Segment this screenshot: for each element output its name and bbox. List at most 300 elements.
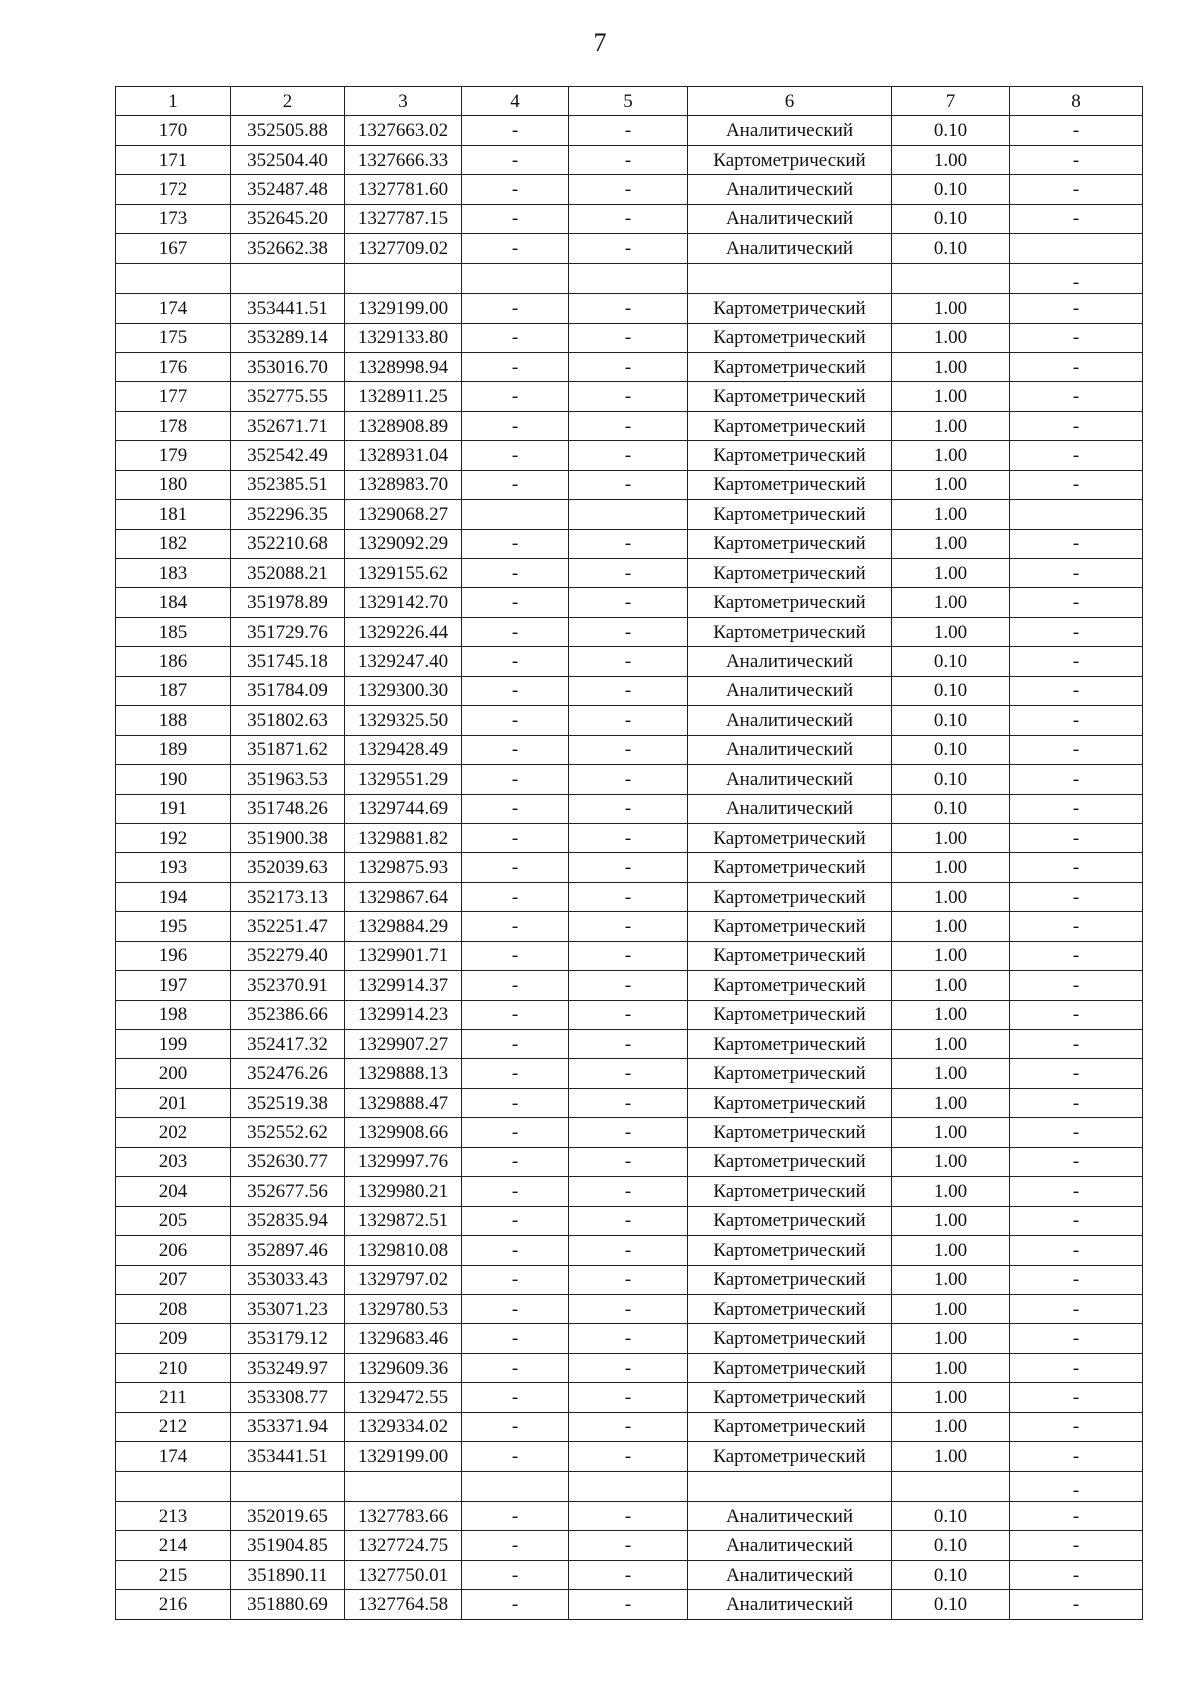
table-row — [116, 794, 1143, 823]
table-cell: 1329199.00 — [345, 294, 462, 323]
table-cell: - — [1010, 1000, 1143, 1029]
table-cell: - — [1010, 617, 1143, 646]
table-cell: - — [462, 1502, 569, 1531]
table-cell: 182 — [116, 529, 231, 558]
table-cell: Картометрический — [688, 882, 892, 911]
table-cell: - — [462, 411, 569, 440]
table-cell: 1.00 — [892, 470, 1010, 499]
table-cell: 1.00 — [892, 823, 1010, 852]
table-cell: - — [1010, 706, 1143, 735]
table-cell: 1327783.66 — [345, 1502, 462, 1531]
table-cell: 1327764.58 — [345, 1590, 462, 1619]
table-cell: - — [1010, 1560, 1143, 1589]
table-cell: 1.00 — [892, 1206, 1010, 1235]
table-cell: 351900.38 — [231, 823, 345, 852]
table-cell: - — [1010, 882, 1143, 911]
table-cell: 351890.11 — [231, 1560, 345, 1589]
table-cell: - — [1010, 1412, 1143, 1441]
table-cell: 353249.97 — [231, 1353, 345, 1382]
table-row — [116, 411, 1143, 440]
table-row — [116, 941, 1143, 970]
table-cell: Картометрический — [688, 1000, 892, 1029]
table-cell: Картометрический — [688, 1442, 892, 1471]
table-cell: 177 — [116, 382, 231, 411]
table-cell: - — [1010, 1442, 1143, 1471]
table-cell: - — [1010, 1177, 1143, 1206]
table-cell: 1.00 — [892, 1324, 1010, 1353]
table-cell: Аналитический — [688, 1531, 892, 1560]
table-cell — [688, 263, 892, 293]
table-cell: 176 — [116, 352, 231, 381]
table-cell: 207 — [116, 1265, 231, 1294]
table-row — [116, 382, 1143, 411]
table-cell: 1329428.49 — [345, 735, 462, 764]
table-cell: 174 — [116, 1442, 231, 1471]
table-cell: Картометрический — [688, 617, 892, 646]
table-cell: - — [462, 175, 569, 204]
table-cell: - — [1010, 1206, 1143, 1235]
table-cell — [462, 263, 569, 293]
table-cell: - — [569, 941, 688, 970]
table-cell: 351978.89 — [231, 588, 345, 617]
table-row — [116, 204, 1143, 233]
table-cell: - — [462, 1059, 569, 1088]
table-cell: 179 — [116, 441, 231, 470]
table-cell — [569, 263, 688, 293]
table-cell: 204 — [116, 1177, 231, 1206]
table-row — [116, 1059, 1143, 1088]
table-cell: 1329867.64 — [345, 882, 462, 911]
table-cell: 1.00 — [892, 441, 1010, 470]
table-cell: - — [569, 647, 688, 676]
table-cell: 1.00 — [892, 1236, 1010, 1265]
table-cell: - — [462, 1177, 569, 1206]
table-cell: 210 — [116, 1353, 231, 1382]
table-cell: 1329872.51 — [345, 1206, 462, 1235]
table-cell: Картометрический — [688, 1147, 892, 1176]
table-header — [116, 87, 1143, 116]
table-cell: 1.00 — [892, 382, 1010, 411]
table-cell: - — [569, 1412, 688, 1441]
table-cell: - — [1010, 647, 1143, 676]
table-cell: 1.00 — [892, 941, 1010, 970]
table-cell: 351748.26 — [231, 794, 345, 823]
table-cell: - — [1010, 1030, 1143, 1059]
table-cell: Аналитический — [688, 204, 892, 233]
table-cell: 0.10 — [892, 676, 1010, 705]
table-cell: Аналитический — [688, 735, 892, 764]
table-cell: - — [1010, 1471, 1143, 1501]
table-cell: - — [462, 706, 569, 735]
table-cell: 1329744.69 — [345, 794, 462, 823]
table-cell: 353179.12 — [231, 1324, 345, 1353]
table-cell: 1.00 — [892, 1000, 1010, 1029]
table-cell — [231, 263, 345, 293]
table-cell: 352039.63 — [231, 853, 345, 882]
table-cell: - — [1010, 1383, 1143, 1412]
table-cell: 201 — [116, 1088, 231, 1117]
table-cell: - — [462, 441, 569, 470]
table-cell: - — [1010, 912, 1143, 941]
table-cell: Картометрический — [688, 823, 892, 852]
table-cell: 189 — [116, 735, 231, 764]
table-cell: 352542.49 — [231, 441, 345, 470]
table-cell: Картометрический — [688, 1206, 892, 1235]
table-cell: 208 — [116, 1294, 231, 1323]
table-row — [116, 1471, 1143, 1501]
table-cell: 1329914.37 — [345, 971, 462, 1000]
table-cell: - — [1010, 941, 1143, 970]
table-cell: Картометрический — [688, 853, 892, 882]
table-cell — [345, 1471, 462, 1501]
table-cell: Аналитический — [688, 234, 892, 263]
table-cell: 353016.70 — [231, 352, 345, 381]
table-cell: 212 — [116, 1412, 231, 1441]
table-cell: 183 — [116, 559, 231, 588]
table-cell: 353071.23 — [231, 1294, 345, 1323]
table-cell: - — [569, 352, 688, 381]
table-cell: Картометрический — [688, 145, 892, 174]
table-cell: 0.10 — [892, 794, 1010, 823]
table-cell: 352386.66 — [231, 1000, 345, 1029]
table-cell: 1.00 — [892, 1118, 1010, 1147]
table-cell: - — [1010, 1147, 1143, 1176]
table-cell: - — [569, 382, 688, 411]
table-cell: Аналитический — [688, 765, 892, 794]
table-cell: Картометрический — [688, 441, 892, 470]
table-row — [116, 1442, 1143, 1471]
table-cell: 353289.14 — [231, 323, 345, 352]
table-cell: 1328911.25 — [345, 382, 462, 411]
table-cell: 185 — [116, 617, 231, 646]
table-cell: 1329226.44 — [345, 617, 462, 646]
table-cell: Аналитический — [688, 175, 892, 204]
table-cell: 1.00 — [892, 588, 1010, 617]
table-row — [116, 1353, 1143, 1382]
table-cell: - — [569, 1177, 688, 1206]
table-row — [116, 647, 1143, 676]
table-cell: Картометрический — [688, 588, 892, 617]
table-cell: - — [569, 441, 688, 470]
table-cell: 1.00 — [892, 294, 1010, 323]
table-cell: - — [569, 204, 688, 233]
table-cell: 352417.32 — [231, 1030, 345, 1059]
table-cell: 352775.55 — [231, 382, 345, 411]
table-row — [116, 441, 1143, 470]
table-cell: - — [462, 1030, 569, 1059]
table-cell: 351904.85 — [231, 1531, 345, 1560]
table-cell: - — [569, 1000, 688, 1029]
table-row — [116, 1206, 1143, 1235]
table-cell: 1328908.89 — [345, 411, 462, 440]
table-cell: Аналитический — [688, 794, 892, 823]
table-row — [116, 470, 1143, 499]
table-cell: Картометрический — [688, 1294, 892, 1323]
table-cell: - — [569, 175, 688, 204]
table-cell: 352173.13 — [231, 882, 345, 911]
table-row — [116, 234, 1143, 263]
table-row — [116, 912, 1143, 941]
table-cell — [569, 1471, 688, 1501]
table-cell: - — [462, 1265, 569, 1294]
table-cell: - — [462, 1412, 569, 1441]
table-cell: 1329092.29 — [345, 529, 462, 558]
table-row — [116, 1590, 1143, 1619]
table-cell: 1.00 — [892, 1383, 1010, 1412]
table-cell: - — [569, 1206, 688, 1235]
table-cell — [1010, 234, 1143, 263]
table-cell: 0.10 — [892, 1502, 1010, 1531]
table-cell: 173 — [116, 204, 231, 233]
table-cell: 0.10 — [892, 175, 1010, 204]
table-cell: - — [462, 794, 569, 823]
table-cell: - — [1010, 352, 1143, 381]
table-cell: - — [462, 1531, 569, 1560]
table-cell: Картометрический — [688, 971, 892, 1000]
column-header: 2 — [231, 87, 345, 116]
table-row — [116, 1118, 1143, 1147]
table-cell: 1.00 — [892, 1030, 1010, 1059]
table-row — [116, 1383, 1143, 1412]
table-row — [116, 1088, 1143, 1117]
table-cell: - — [1010, 441, 1143, 470]
table-cell: - — [462, 1590, 569, 1619]
table-cell: Аналитический — [688, 676, 892, 705]
table-cell: - — [1010, 263, 1143, 293]
table-cell: - — [569, 1442, 688, 1471]
table-cell: - — [462, 382, 569, 411]
table-cell: - — [462, 1000, 569, 1029]
column-header: 5 — [569, 87, 688, 116]
table-cell: 352385.51 — [231, 470, 345, 499]
table-cell: 1327663.02 — [345, 116, 462, 145]
table-cell: 0.10 — [892, 1560, 1010, 1589]
table-cell: 1.00 — [892, 617, 1010, 646]
table-cell: 186 — [116, 647, 231, 676]
table-row — [116, 1294, 1143, 1323]
table-cell: 1.00 — [892, 145, 1010, 174]
table-cell: 1329325.50 — [345, 706, 462, 735]
table-cell: 351963.53 — [231, 765, 345, 794]
table-cell: - — [462, 735, 569, 764]
table-cell: - — [569, 1265, 688, 1294]
table-cell: 1.00 — [892, 1088, 1010, 1117]
table-cell: - — [462, 823, 569, 852]
table-cell: 352279.40 — [231, 941, 345, 970]
table-cell: 199 — [116, 1030, 231, 1059]
table-cell: - — [569, 1560, 688, 1589]
table-cell: 200 — [116, 1059, 231, 1088]
table-row — [116, 1030, 1143, 1059]
table-cell: 1329875.93 — [345, 853, 462, 882]
table-cell: 0.10 — [892, 765, 1010, 794]
table-row — [116, 1531, 1143, 1560]
table-cell: - — [569, 765, 688, 794]
table-cell: 216 — [116, 1590, 231, 1619]
table-cell: - — [569, 794, 688, 823]
table-cell: 1.00 — [892, 882, 1010, 911]
table-cell: 213 — [116, 1502, 231, 1531]
table-cell: Картометрический — [688, 1236, 892, 1265]
table-cell: 1328983.70 — [345, 470, 462, 499]
table-cell: - — [569, 706, 688, 735]
table-cell: - — [569, 1324, 688, 1353]
table-cell: - — [1010, 559, 1143, 588]
table-cell: 1329980.21 — [345, 1177, 462, 1206]
table-cell: 352487.48 — [231, 175, 345, 204]
table-cell: - — [462, 323, 569, 352]
table-cell: - — [569, 323, 688, 352]
table-cell: 209 — [116, 1324, 231, 1353]
table-cell: 1.00 — [892, 559, 1010, 588]
table-row — [116, 1560, 1143, 1589]
table-cell: - — [569, 1353, 688, 1382]
table-cell: - — [462, 853, 569, 882]
table-row — [116, 559, 1143, 588]
table-cell: - — [1010, 823, 1143, 852]
table-cell: 0.10 — [892, 234, 1010, 263]
table-cell: 352296.35 — [231, 500, 345, 529]
table-cell: 180 — [116, 470, 231, 499]
table-row — [116, 145, 1143, 174]
table-cell: - — [462, 1383, 569, 1412]
table-cell: - — [462, 145, 569, 174]
table-cell: 1329780.53 — [345, 1294, 462, 1323]
table-cell: 215 — [116, 1560, 231, 1589]
table-cell: 175 — [116, 323, 231, 352]
table-cell: 198 — [116, 1000, 231, 1029]
table-cell: - — [462, 294, 569, 323]
table-cell: 197 — [116, 971, 231, 1000]
table-cell: 351784.09 — [231, 676, 345, 705]
table-cell: 1327750.01 — [345, 1560, 462, 1589]
table-cell — [892, 1471, 1010, 1501]
table-cell: 1329247.40 — [345, 647, 462, 676]
table-cell: Аналитический — [688, 706, 892, 735]
table-cell: Картометрический — [688, 500, 892, 529]
table-cell: - — [462, 912, 569, 941]
table-cell — [116, 263, 231, 293]
table-cell: - — [1010, 765, 1143, 794]
table-cell: - — [462, 765, 569, 794]
table-cell: 1329199.00 — [345, 1442, 462, 1471]
table-cell: 0.10 — [892, 1531, 1010, 1560]
table-cell: Картометрический — [688, 529, 892, 558]
table-cell: - — [569, 588, 688, 617]
table-cell: - — [569, 912, 688, 941]
table-cell: - — [569, 470, 688, 499]
table-cell — [116, 1471, 231, 1501]
table-cell: - — [462, 116, 569, 145]
table-cell: 1.00 — [892, 853, 1010, 882]
table-cell: 353033.43 — [231, 1265, 345, 1294]
table-cell: 1329907.27 — [345, 1030, 462, 1059]
table-cell: - — [569, 1590, 688, 1619]
table-cell: 1329683.46 — [345, 1324, 462, 1353]
table-cell: Картометрический — [688, 1177, 892, 1206]
table-cell: Картометрический — [688, 1088, 892, 1117]
table-cell: 181 — [116, 500, 231, 529]
table-cell: 1.00 — [892, 529, 1010, 558]
table-cell: 1329888.13 — [345, 1059, 462, 1088]
table-cell: 1.00 — [892, 1412, 1010, 1441]
table-row — [116, 175, 1143, 204]
table-cell: - — [1010, 1088, 1143, 1117]
table-cell: 352210.68 — [231, 529, 345, 558]
table-cell — [1010, 500, 1143, 529]
table-cell: Картометрический — [688, 1353, 892, 1382]
table-cell: 1.00 — [892, 912, 1010, 941]
table-cell: 191 — [116, 794, 231, 823]
table-cell: 1328931.04 — [345, 441, 462, 470]
table-cell: 1329908.66 — [345, 1118, 462, 1147]
table-cell: 1327666.33 — [345, 145, 462, 174]
table-cell: Картометрический — [688, 294, 892, 323]
table-cell: 188 — [116, 706, 231, 735]
table-cell: 1.00 — [892, 1265, 1010, 1294]
table-row — [116, 294, 1143, 323]
table-cell: - — [569, 411, 688, 440]
table-cell: 1327787.15 — [345, 204, 462, 233]
table-cell: - — [569, 1531, 688, 1560]
table-cell: - — [1010, 794, 1143, 823]
table-cell: 1329901.71 — [345, 941, 462, 970]
table-cell: 0.10 — [892, 647, 1010, 676]
table-row — [116, 1000, 1143, 1029]
header-row — [116, 87, 1143, 116]
table-cell: Картометрический — [688, 559, 892, 588]
table-cell: - — [1010, 175, 1143, 204]
table-cell: - — [1010, 1118, 1143, 1147]
table-cell: - — [569, 735, 688, 764]
table-cell: - — [1010, 1590, 1143, 1619]
table-cell: 1329997.76 — [345, 1147, 462, 1176]
table-cell: 1329155.62 — [345, 559, 462, 588]
table-cell: Картометрический — [688, 382, 892, 411]
table-cell: 1.00 — [892, 1442, 1010, 1471]
table-cell: 351871.62 — [231, 735, 345, 764]
table-cell: - — [1010, 204, 1143, 233]
table-cell: 1.00 — [892, 1353, 1010, 1382]
table-row — [116, 323, 1143, 352]
table-row — [116, 1502, 1143, 1531]
table-cell: Картометрический — [688, 352, 892, 381]
table-cell: - — [569, 823, 688, 852]
table-cell: Картометрический — [688, 912, 892, 941]
table-cell: 351880.69 — [231, 1590, 345, 1619]
table-cell: 1329068.27 — [345, 500, 462, 529]
table-cell: - — [462, 470, 569, 499]
table-row — [116, 735, 1143, 764]
table-cell: 352088.21 — [231, 559, 345, 588]
table-cell: - — [462, 941, 569, 970]
table-cell: 352671.71 — [231, 411, 345, 440]
table-row — [116, 1412, 1143, 1441]
table-cell: - — [1010, 971, 1143, 1000]
table-cell: - — [462, 1236, 569, 1265]
table-cell: 0.10 — [892, 204, 1010, 233]
coordinates-table — [115, 86, 1143, 1620]
table-cell: - — [462, 1147, 569, 1176]
table-row — [116, 1236, 1143, 1265]
table-cell: - — [1010, 294, 1143, 323]
table-cell: 192 — [116, 823, 231, 852]
table-cell: - — [1010, 1236, 1143, 1265]
table-cell: 351729.76 — [231, 617, 345, 646]
table-row — [116, 765, 1143, 794]
table-cell: - — [462, 882, 569, 911]
table-cell: 352645.20 — [231, 204, 345, 233]
